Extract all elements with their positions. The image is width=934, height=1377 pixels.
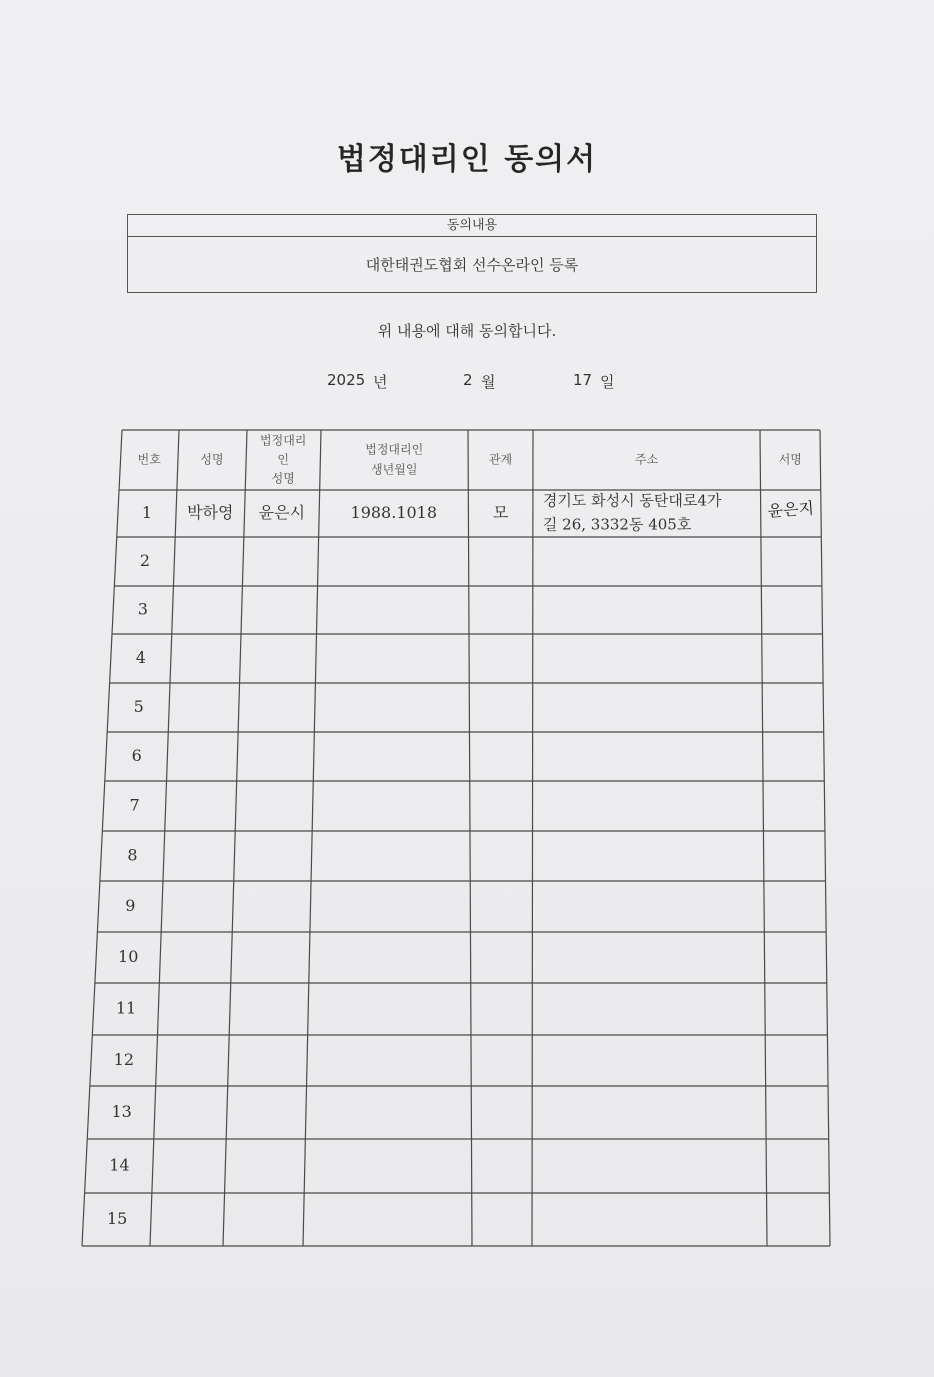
- header-number: 번호: [137, 452, 161, 467]
- table-column-line: [303, 430, 321, 1246]
- header-guardian-name: 성명: [271, 471, 295, 486]
- row-number: 12: [113, 1050, 135, 1069]
- header-guardian-birth: 법정대리인: [365, 442, 424, 457]
- table-column-line: [820, 430, 830, 1246]
- date-day-unit: 일: [600, 373, 615, 391]
- row-number: 7: [129, 795, 140, 815]
- row-number: 13: [111, 1102, 132, 1121]
- date-year-unit: 년: [373, 373, 388, 391]
- header-name: 성명: [200, 452, 224, 467]
- row-number: 10: [118, 947, 139, 966]
- table-column-line: [150, 430, 179, 1246]
- row-number: 11: [115, 998, 137, 1018]
- header-signature: 서명: [778, 452, 802, 467]
- consent-header: 동의내용: [128, 215, 816, 237]
- row-number: 9: [125, 896, 136, 915]
- row-address: 경기도 화성시 동탄대로4가: [542, 491, 722, 510]
- row-address: 길 26, 3332동 405호: [542, 515, 692, 534]
- date-day: 17: [573, 371, 593, 389]
- agreement-statement: 위 내용에 대해 동의합니다.: [377, 322, 557, 340]
- date-month-unit: 월: [481, 373, 496, 391]
- date-year: 2025: [327, 371, 366, 389]
- header-address: 주소: [635, 452, 659, 467]
- row-signature: 윤은지: [767, 498, 815, 521]
- table-column-line: [468, 430, 472, 1246]
- row-number: 5: [133, 697, 144, 716]
- table-column-line: [760, 430, 767, 1246]
- row-number: 14: [109, 1155, 130, 1175]
- row-name: 박하영: [187, 503, 234, 522]
- row-number: 3: [137, 599, 148, 619]
- row-number: 6: [131, 746, 142, 765]
- row-number: 15: [106, 1209, 128, 1228]
- row-guardian-birth: 1988.1018: [350, 503, 438, 522]
- table-column-line: [532, 430, 533, 1246]
- row-number: 1: [141, 503, 153, 522]
- header-guardian-name: 법정대리: [260, 433, 307, 448]
- document-title: 법정대리인 동의서: [336, 142, 598, 177]
- date-month: 2: [463, 371, 473, 389]
- row-number: 2: [139, 551, 151, 570]
- row-number: 8: [127, 845, 138, 865]
- row-number: 4: [135, 648, 146, 667]
- consent-content: 대한태권도협회 선수온라인 등록: [365, 256, 579, 274]
- header-guardian-birth: 생년월일: [371, 462, 418, 477]
- row-guardian-name: 윤은시: [258, 503, 306, 522]
- header-relation: 관계: [488, 452, 513, 467]
- table-column-line: [223, 430, 247, 1246]
- row-relation: 모: [492, 503, 509, 522]
- table-column-line: [82, 430, 122, 1246]
- header-guardian-name: 인: [277, 452, 290, 467]
